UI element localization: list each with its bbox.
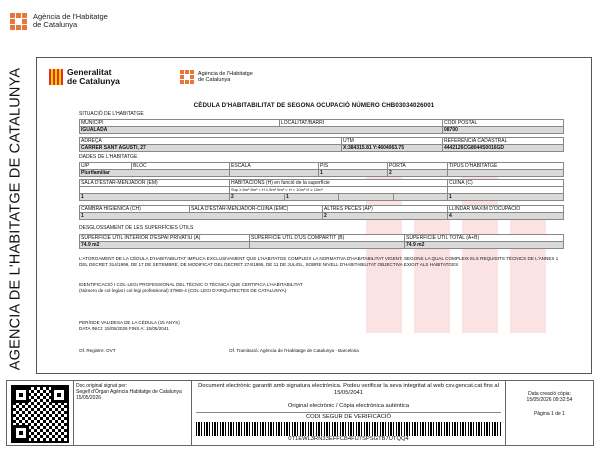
altres-value: 2 <box>322 212 447 220</box>
brand-line2: de Catalunya <box>33 20 78 29</box>
cuina-value: 1 <box>447 193 564 201</box>
legal-text: L'ATORGAMENT DE LA CÈDULA D'HABITABILITAT IMPLICA EXCLUSIVAMENT QUE L'HABITATGE COMPLEIX LA NORMATIVA D'HABITABILITAT VIGENT, SEGONS LA QUAL COMPLEIX ELS REQUISITS TÈCNICS DE L'ANNEX 1 DEL DECRET 314/1996, DE 17 DE SETEMBRE, DE MODIFICAT DEL DECRET 274/1995, DE 11 DE JULIOL, SOBRE NIVELL D'HABITABILITAT OBJECTIVA EXIGIT ALS HABITATGES <box>79 256 559 267</box>
copy-info: Data creació còpia: 15/05/2026 09:32:54 Pàgina 1 de 1 <box>505 381 593 445</box>
ref-value: 4442126CG8044S0016GD <box>442 144 564 152</box>
section-situacio: SITUACIÓ DE L'HABITATGE <box>79 111 144 117</box>
vertical-title: AGENCIA DE L'HABITATGE DE CATALUNYA <box>7 67 24 371</box>
adreca-value: CARRER SANT AGUSTÍ, 27 <box>79 144 341 152</box>
porta-value: 2 <box>387 169 447 177</box>
csv-label: CODI SEGUR DE VERIFICACIÓ <box>196 412 501 421</box>
verification-footer <box>6 380 594 446</box>
signer-info: Doc.original signat per: Segell d'Òrgan Agència Habitatge de Catalunya 15/05/2026 <box>73 381 191 445</box>
generalitat-logo: Generalitat de Catalunya <box>49 68 120 86</box>
original-label: Original electrònic / Còpia electrònica autèntica <box>287 403 410 409</box>
hab2-value: 1 <box>284 193 338 201</box>
sup1-value: 74.9 m2 <box>79 241 249 249</box>
agency-logo: Agència de l'Habitatge de Catalunya <box>180 70 253 84</box>
agency-header <box>10 6 210 36</box>
csv-code: 0T1EWL3RN33EFFCB4FU7SPSGTB7UTQQ4 <box>288 436 409 442</box>
pis-value: 1 <box>318 169 387 177</box>
verification-info <box>191 381 505 445</box>
brand-line1: Agència de l'Habitatge <box>33 11 108 21</box>
periode-value: DATA INICI: 15/05/2026 FINS A: 15/05/2041 <box>79 326 169 331</box>
qr-code-icon <box>11 385 69 443</box>
utm-value: X:384315.81 Y:4604063.75 <box>341 144 442 152</box>
barcode-icon <box>196 422 501 436</box>
certificate-header <box>49 68 253 86</box>
section-desglos: DESGLOSSAMENT DE LES SUPERFÍCIES ÚTILS <box>79 225 194 231</box>
certificate: Generalitat de Catalunya Agència de l'Habitatge de Catalunya CÈDULA D'HABITABILITAT DE SEGONA OCUPACIÓ NÚMERO CHB03034026001 SITUACIÓ DE L'HABITATGE MUNICIPI LOCALITAT/BARRI CODI POSTAL IGUALADA 08700 ADREÇA UTM REFERÈNCIA CADASTRAL CARRER SANT AGUSTÍ, 27 X:384315.81 Y:4604063.75 4442126CG8044S0016GD DADES DE L'HABITATGE U/P BLOC ESCALA PIS PORTA TIPUS D'HABITATGE Plurifamiliar 1 2 SALA D'ESTAR-MENJADOR (EM) HABITACIONS (H) en funció de la superfície CUINA (C) Sup ≥ 8m² 8m² < H ≤ 8m² 5m² < H < 10m² H ≥ 10m² 1 2 1 1 CAMBRA HIGIÈNICA (CH) SALA D'ESTAR-MENJADOR-CUINA (EMC) ALTRES PECES (AP) LLINDAR MÀXIM D'OCUPACIÓ 1 2 4 DESGLOSSAMENT DE LES SUPERFÍCIES ÚTILS SUPERFÍCIE ÚTIL INTERIOR D'ESPAI PRIVATIU (A) SUPERFÍCIE ÚTIL D'ÚS COMPARTIT (B) SUPERFÍCIE ÚTIL TOTAL (A+B) 74.9 m2 74.9 m2 L'ATORGAMENT DE LA CÈDULA D'HABITABILITAT IMPLICA EXCLUSIVAMENT QUE L'HABITATGE COMPLEIX LA NORMATIVA D'HABITABILITAT VIGENT, SEGONS LA QUAL COMPLEIX ELS REQUISITS TÈCNICS DE L'ANNEX 1 DEL DECRET 314/1996, DE 17 DE SETEMBRE, DE MODIFICAT DEL DECRET 274/1995, DE 11 DE JULIOL, SOBRE NIVELL D'HABITABILITAT OBJECTIVA EXIGIT ALS HABITATGES IDENTIFICACIÓ I COL·LEGI PROFESSIONAL DEL TÈCNIC O TÈCNICA QUE CERTIFICA L'HABITABILITAT (Número de col·legiat i col·legi professional) 37965-4 (COL·LEGI D'ARQUITECTES DE CATALUNYA) PERÍODE VALIDESA DE LA CÈDULA (15 ANYS) DATA INICI: 15/05/2026 FINS A: 15/05/2041 Of. Registre: OVT Of. Tramitació: Agència de l'Habitatge de Catalunya - Barcelona <box>36 57 592 374</box>
created-date: 15/05/2026 09:32:54 <box>526 397 573 403</box>
registre: Of. Registre: OVT <box>79 348 116 353</box>
ident-value: (Número de col·legiat i col·legi professional) 37965-4 (COL·LEGI D'ARQUITECTES DE CATALUNYA) <box>79 288 287 293</box>
certificate-title: CÈDULA D'HABITABILITAT DE SEGONA OCUPACIÓ NÚMERO CHB03034026001 <box>193 102 435 109</box>
agency-logo-small-icon <box>180 70 194 84</box>
section-dades: DADES DE L'HABITATGE <box>79 154 138 160</box>
municipi-value: IGUALADA <box>79 126 442 134</box>
sup3-value: 74.9 m2 <box>404 241 564 249</box>
cambra-value: 1 <box>79 212 322 220</box>
tramitacio: Of. Tramitació: Agència de l'Habitatge de Catalunya - Barcelona <box>229 348 359 353</box>
up-value: Plurifamiliar <box>79 169 229 177</box>
senyera-icon <box>49 69 63 85</box>
page-number: Pàgina 1 de 1 <box>534 411 565 417</box>
sala-value: 1 <box>79 193 229 201</box>
periode-label: PERÍODE VALIDESA DE LA CÈDULA (15 ANYS) <box>79 320 180 325</box>
cp-value: 08700 <box>442 126 564 134</box>
signature-notice: Document electrònic garantit amb signatura electrònica. Podeu verificar la seva integritat al web csv.gencat.cat fins al 15/05/2041 <box>198 383 499 396</box>
lluindar-value: 4 <box>447 212 564 220</box>
agency-logo-icon <box>10 13 27 30</box>
hab1-value: 2 <box>229 193 284 201</box>
ident-label: IDENTIFICACIÓ I COL·LEGI PROFESSIONAL DEL TÈCNIC O TÈCNICA QUE CERTIFICA L'HABITABILITAT <box>79 282 303 287</box>
